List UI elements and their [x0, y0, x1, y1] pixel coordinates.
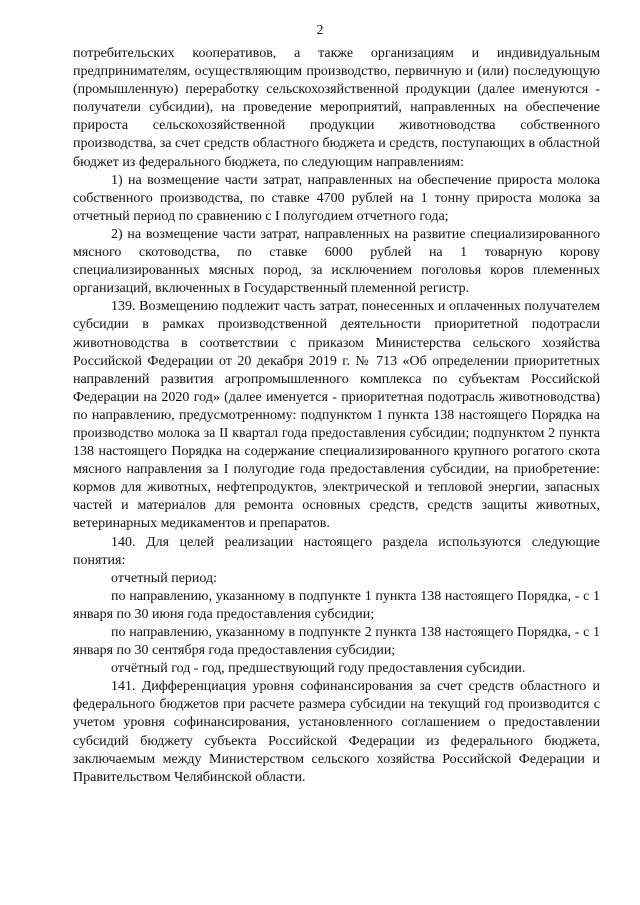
paragraph-141: 141. Дифференциация уровня софинансирования за счет средств областного и федерального бюджетов при расчете размера субсидии на текущий год производится с учетом уровня софинансирования, установленного соглашением о предоставлении субсидий бюджету субъекта Российской Федерации из федерального бюджета, заключаемым между Министерством сельского хозяйства Российской Федерации и Правительством Челябинской области.	[73, 679, 600, 785]
paragraph-item-2: 2) на возмещение части затрат, направленных на развитие специализированного мясного скотоводства, по ставке 6000 рублей на 1 товарную корову специализированных мясных пород, за исключением поголовья коров племенных организаций, включенных в Государственный племенной регистр.	[73, 226, 600, 297]
paragraph-140: 140. Для целей реализации настоящего раздела используются следующие понятия:	[73, 534, 600, 568]
paragraph-reporting-year: отчётный год - год, предшествующий году предоставления субсидии.	[111, 661, 526, 677]
document-body	[73, 45, 600, 787]
paragraph-period-direction-1: по направлению, указанному в подпункте 1 пункта 138 настоящего Порядка, - с 1 января по 30 июня года предоставления субсидии;	[73, 588, 600, 622]
page-number: 2	[316, 23, 324, 38]
paragraph-139: 139. Возмещению подлежит часть затрат, понесенных и оплаченных получателем субсидии в рамках производственной деятельности приоритетной подотрасли животноводства в соответствии с приказом Министерства сельского хозяйства Российской Федерации от 20 декабря 2019 г. № 713 «Об определении приоритетных направлений развития агропромышленного комплекса по субъектам Российской Федерации на 2020 год» (далее именуется - приоритетная подотрасль животноводства) по направлению, предусмотренному: подпунктом 1 пункта 138 настоящего Порядка на производство молока за II квартал года предоставления субсидии; подпунктом 2 пункта 138 настоящего Порядка на содержание специализированного крупного рогатого скота мясного направления за I полугодие года предоставления субсидии, на приобретение: кормов для животных, нефтепродуктов, электрической и тепловой энергии, запасных частей и материалов для ремонта основных средств, средств защиты животных, ветеринарных медикаментов и препаратов.	[73, 299, 600, 532]
paragraph-period-direction-2: по направлению, указанному в подпункте 2 пункта 138 настоящего Порядка, - с 1 января по 30 сентября года предоставления субсидии;	[73, 625, 600, 659]
paragraph-reporting-period: отчетный период:	[111, 570, 218, 586]
paragraph-item-1: 1) на возмещение части затрат, направленных на обеспечение прироста молока собственного производства, по ставке 4700 рублей на 1 тонну прироста молока за отчетный период по сравнению с I полугодием отчетного года;	[73, 172, 600, 224]
paragraph-intro-continuation: потребительских кооперативов, а также организациям и индивидуальным предпринимателям, осуществляющим производство, первичную и (или) последующую (промышленную) переработку сельскохозяйственной продукции (далее именуются - получатели субсидии), на проведение мероприятий, направленных на обеспечение прироста сельскохозяйственной продукции животноводства собственного производства, за счет средств областного бюджета и средств, поступающих в областной бюджет из федерального бюджета, по следующим направлениям:	[73, 46, 600, 170]
